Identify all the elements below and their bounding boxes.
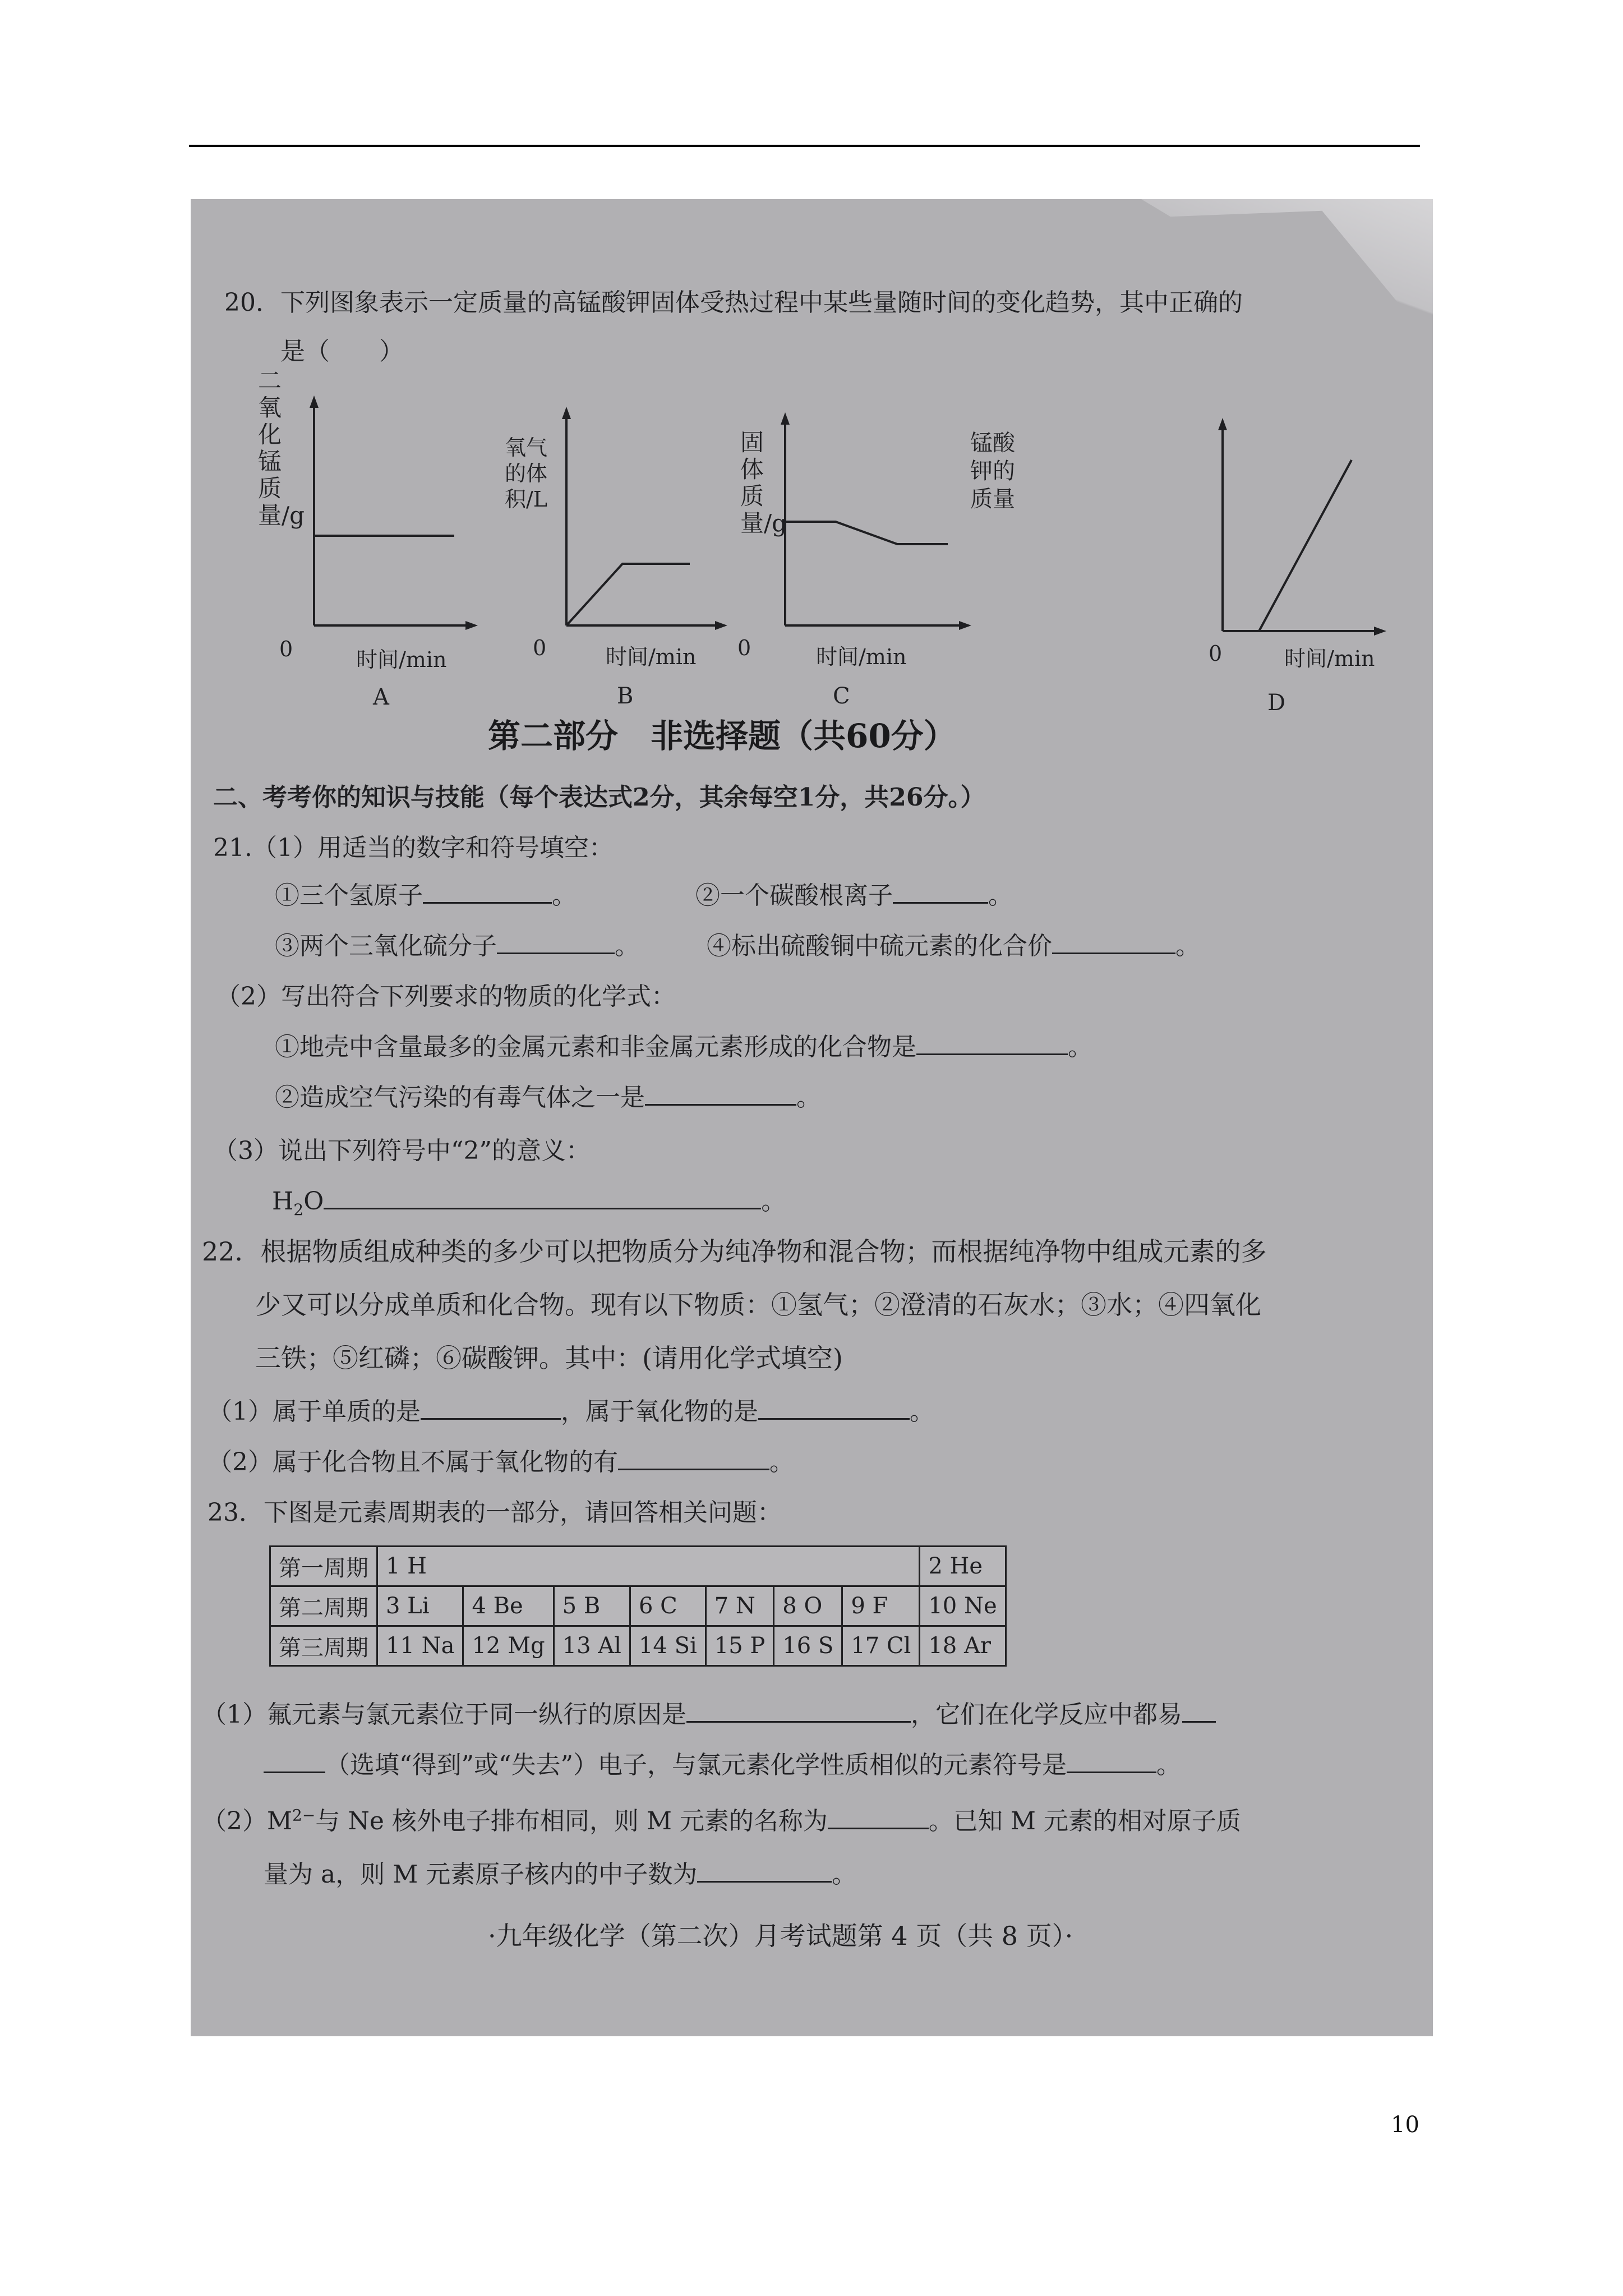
q21-a3-period: 。 — [615, 932, 639, 960]
q22-s1-blank2 — [758, 1396, 910, 1420]
q23-s1-line1 — [202, 1694, 1216, 1730]
graph-d-origin: 0 — [1209, 641, 1223, 666]
q23-s1-blank2b — [264, 1749, 325, 1773]
q21-part3: （3）说出下列符号中“2”的意义： — [213, 1137, 591, 1165]
q23-s2-m: （2）M — [202, 1807, 293, 1835]
q23-s2-line1 — [202, 1801, 1241, 1837]
q21-a2-period: 。 — [988, 881, 1013, 910]
q21-b2-period: 。 — [796, 1083, 821, 1112]
q21-b2-text: ②造成空气污染的有毒气体之一是 — [275, 1083, 645, 1112]
q21-h2o-blank — [324, 1185, 761, 1209]
graph-d-letter: D — [1267, 690, 1286, 716]
q21-b2-blank — [645, 1082, 796, 1106]
table-cell: 7 N — [706, 1586, 774, 1626]
graph-c — [737, 429, 976, 709]
table-cell: 16 S — [774, 1626, 842, 1666]
q21-a1-text: ①三个氢原子 — [275, 881, 423, 910]
page-number: 10 — [1391, 2112, 1419, 2138]
q23-s2-blank1 — [828, 1805, 929, 1829]
q23-s2-blank2 — [697, 1858, 832, 1883]
graph-b-xlabel: 时间/min — [606, 645, 697, 669]
h2o-subscript: 2 — [293, 1200, 304, 1219]
q23-s1-blank2a — [1182, 1699, 1216, 1723]
h2o-h: H — [272, 1187, 294, 1216]
table-cell: 8 O — [774, 1586, 842, 1626]
q22-line2: 少又可以分成单质和化合物。现有以下物质：①氢气；②澄清的石灰水；③水；④四氧化 — [255, 1290, 1261, 1320]
exam-footer: ·九年级化学（第二次）月考试题第 4 页（共 8 页）· — [488, 1921, 1073, 1951]
q22-s1-period: 。 — [910, 1397, 934, 1426]
graph-b-letter: B — [617, 683, 634, 709]
table-cell: 13 Al — [554, 1626, 630, 1666]
q20-line2: 是（ ） — [280, 337, 404, 366]
part2-title: 第二部分 非选择题（共60分） — [488, 717, 956, 755]
q23-s2-end: 。已知 M 元素的相对原子质 — [928, 1807, 1241, 1835]
q23-s2-rest: 与 Ne 核外电子排布相同，则 M 元素的名称为 — [315, 1807, 828, 1835]
graph-d-plot-area — [1127, 407, 1408, 716]
table-cell: 15 P — [706, 1626, 774, 1666]
table-row — [270, 1626, 1006, 1666]
table-cell: 2 He — [920, 1547, 1006, 1586]
q23-s1-line2 — [264, 1745, 1181, 1780]
table-cell: 第一周期 — [270, 1547, 377, 1586]
q23-s1c: （选填“得到”或“失去”）电子，与氯元素化学性质相似的元素符号是 — [325, 1751, 1067, 1779]
table-cell: 17 Cl — [842, 1626, 920, 1666]
q23-s1b: ，它们在化学反应中都易 — [911, 1700, 1182, 1729]
q21-h2o-period: 。 — [761, 1187, 786, 1216]
q21-b2 — [275, 1077, 821, 1113]
q23-s2-charge: 2− — [292, 1806, 316, 1825]
q23-s1-blank3 — [1067, 1749, 1156, 1773]
q20-line1: 20．下列图象表示一定质量的高锰酸钾固体受热过程中某些量随时间的变化趋势，其中正确的 — [224, 288, 1243, 317]
periodic-table — [269, 1545, 1007, 1667]
q23-s1-period: 。 — [1156, 1751, 1181, 1779]
top-rule — [189, 145, 1420, 147]
q21-b1-blank — [916, 1031, 1068, 1055]
q21-a4-blank — [1052, 930, 1175, 954]
q22-line3: 三铁；⑤红磷；⑥碳酸钾。其中：(请用化学式填空) — [255, 1343, 843, 1373]
table-row — [270, 1547, 1006, 1586]
q23-s1a: （1）氟元素与氯元素位于同一纵行的原因是 — [202, 1700, 686, 1729]
h2o-o: O — [303, 1187, 324, 1216]
q21-a1-blank — [423, 880, 552, 904]
graph-a-ylabel: 二氧化锰质量/g — [258, 367, 305, 529]
graph-c-letter: C — [833, 683, 850, 709]
q23-s2b: 量为 a，则 M 元素原子核内的中子数为 — [264, 1860, 698, 1889]
graph-a-xlabel: 时间/min — [356, 647, 447, 672]
graph-c-origin: 0 — [737, 636, 751, 660]
q22-s2-period: 。 — [769, 1448, 794, 1476]
q21-a2-blank — [893, 880, 988, 904]
graph-a-letter: A — [373, 684, 389, 710]
table-cell: 6 C — [630, 1586, 706, 1626]
q21-part2: （2）写出符合下列要求的物质的化学式： — [216, 982, 676, 1011]
q23-intro: 23．下图是元素周期表的一部分，请回答相关问题： — [208, 1498, 782, 1527]
table-cell: 1 H — [377, 1547, 920, 1586]
graph-b — [505, 435, 729, 709]
graph-c-xlabel: 时间/min — [816, 645, 907, 669]
q21-a3 — [275, 926, 639, 961]
graph-d-xlabel: 时间/min — [1284, 646, 1375, 671]
q23-s2-period: 。 — [832, 1860, 857, 1889]
q21-a1-period: 。 — [552, 881, 577, 910]
table-cell: 12 Mg — [463, 1626, 554, 1666]
graph-c-ylabel: 固体质量/g — [740, 429, 787, 537]
q21-a4 — [707, 926, 1200, 961]
q22-s1a: （1）属于单质的是 — [208, 1397, 421, 1426]
q21-b1-period: 。 — [1068, 1033, 1092, 1061]
q21-b1 — [275, 1027, 1092, 1062]
folded-corner — [1141, 199, 1433, 345]
q21-b1-text: ①地壳中含量最多的金属元素和非金属元素形成的化合物是 — [275, 1033, 916, 1061]
table-cell: 4 Be — [463, 1586, 554, 1626]
table-cell: 第二周期 — [270, 1586, 377, 1626]
table-cell: 5 B — [554, 1586, 630, 1626]
q22-line1: 22．根据物质组成种类的多少可以把物质分为纯净物和混合物；而根据纯净物中组成元素的多 — [202, 1236, 1267, 1267]
graph-b-ylabel: 氧气的体积/L — [505, 435, 548, 512]
table-cell: 11 Na — [377, 1626, 463, 1666]
q21-a1 — [275, 875, 577, 911]
graph-a — [258, 367, 471, 710]
q21-a4-period: 。 — [1175, 932, 1200, 960]
q22-s1-blank1 — [421, 1396, 561, 1420]
table-cell: 18 Ar — [920, 1626, 1006, 1666]
q21-h2o — [272, 1181, 786, 1219]
q23-s2-line2 — [264, 1854, 856, 1890]
q22-s2 — [208, 1442, 794, 1478]
q21-a2-text: ②一个碳酸根离子 — [695, 881, 893, 910]
q21-a3-blank — [497, 930, 615, 954]
exam-photo — [191, 199, 1433, 2036]
graph-d-ylabel: 锰酸钾的质量 — [970, 430, 1015, 512]
table-cell: 10 Ne — [920, 1586, 1006, 1626]
q21-intro: 21.（1）用适当的数字和符号填空： — [213, 834, 614, 862]
q22-s2-blank — [618, 1446, 769, 1470]
q22-s2-text: （2）属于化合物且不属于氧化物的有 — [208, 1448, 618, 1476]
graph-b-origin: 0 — [533, 636, 547, 660]
q23-s1-blank1 — [686, 1699, 911, 1723]
section2-title: 二、考考你的知识与技能（每个表达式2分，其余每空1分，共26分。） — [213, 783, 985, 812]
q22-s1 — [208, 1391, 934, 1427]
q22-s1b: ，属于氧化物的是 — [561, 1397, 758, 1426]
graph-a-origin: 0 — [279, 637, 293, 661]
table-row — [270, 1586, 1006, 1626]
q21-a3-text: ③两个三氧化硫分子 — [275, 932, 497, 960]
table-cell: 3 Li — [377, 1586, 463, 1626]
q21-a2 — [695, 875, 1013, 911]
q21-a4-text: ④标出硫酸铜中硫元素的化合价 — [707, 932, 1052, 960]
table-cell: 9 F — [842, 1586, 920, 1626]
table-cell: 第三周期 — [270, 1626, 377, 1666]
table-cell: 14 Si — [630, 1626, 706, 1666]
